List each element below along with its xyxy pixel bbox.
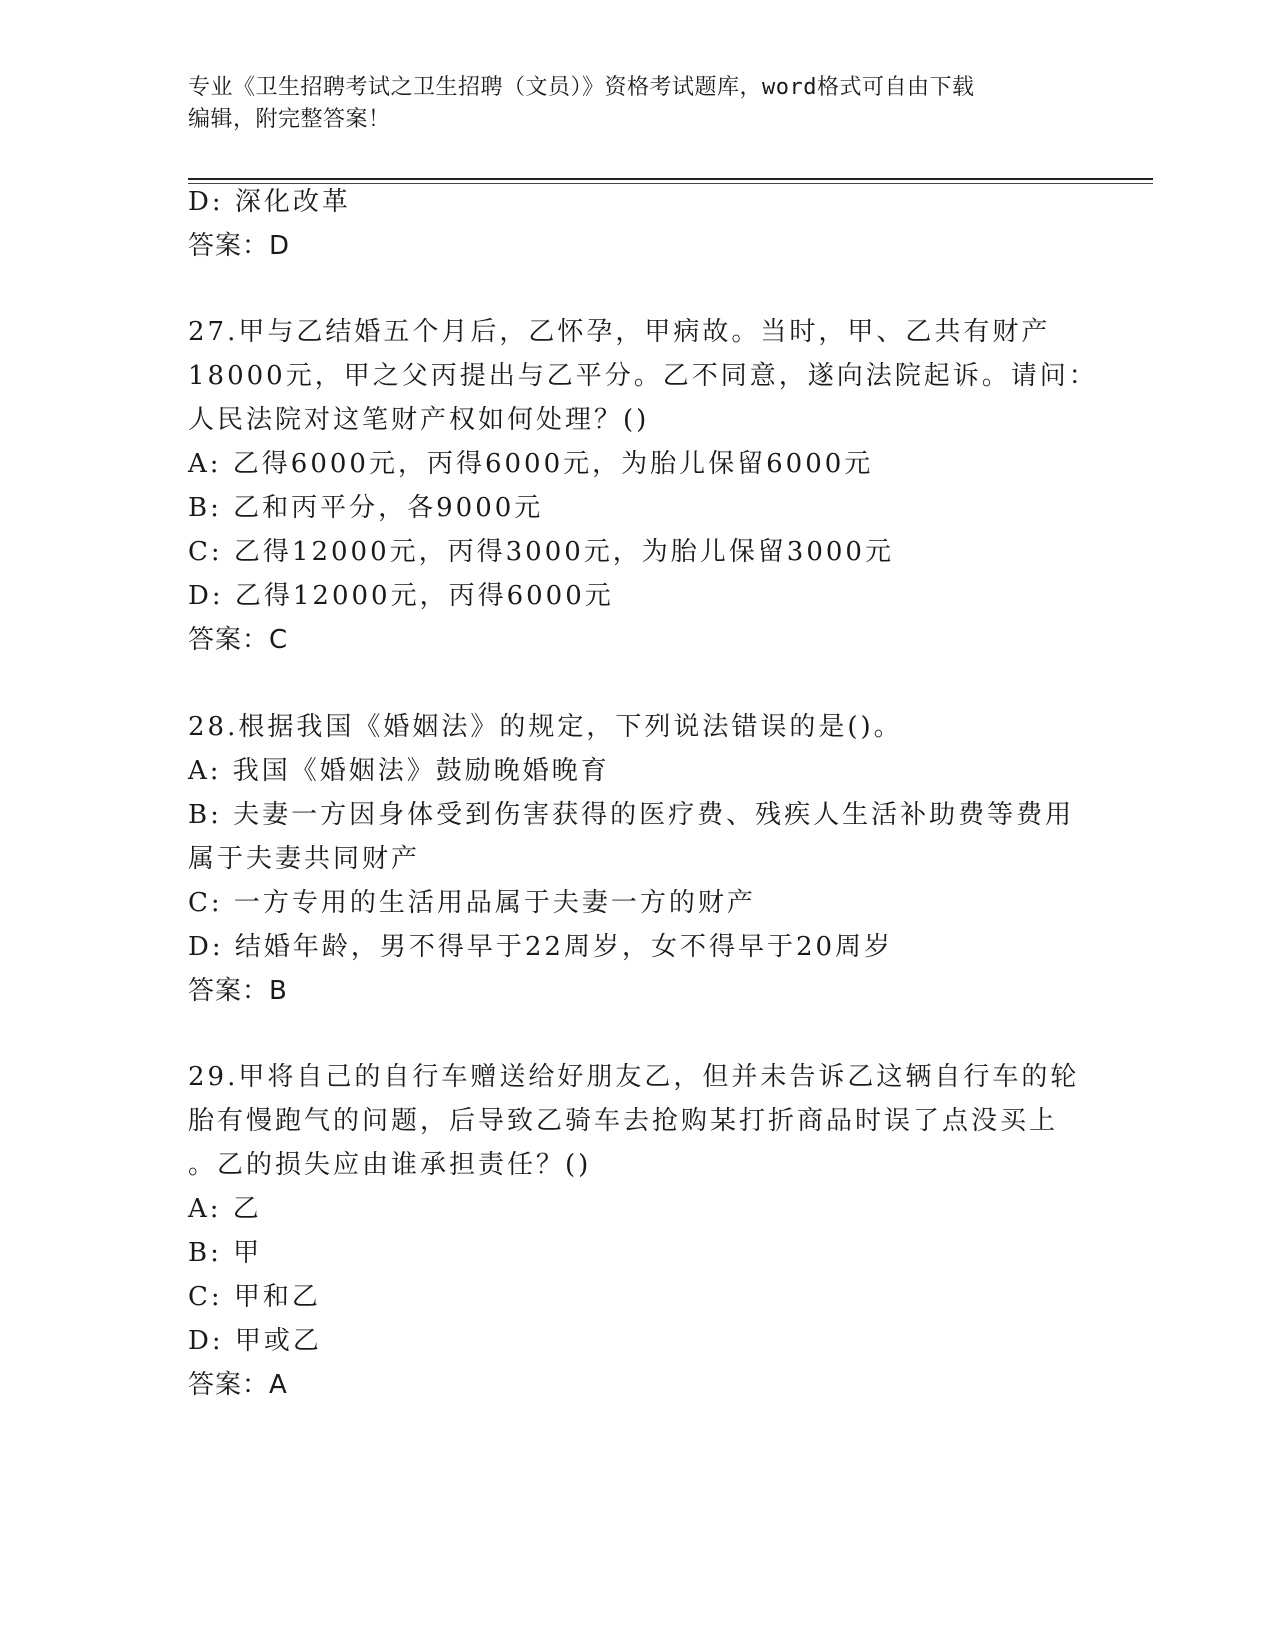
q27-stem-line-1: 27.甲与乙结婚五个月后，乙怀孕，甲病故。当时，甲、乙共有财产 xyxy=(188,317,1051,347)
q29-stem-line-2: 胎有慢跑气的问题，后导致乙骑车去抢购某打折商品时误了点没买上 xyxy=(188,1106,1059,1136)
q28-option-a: A: 我国《婚姻法》鼓励晚婚晚育 xyxy=(188,756,610,786)
q27-option-a: A: 乙得6000元，丙得6000元，为胎儿保留6000元 xyxy=(188,449,874,479)
q28-option-c: C: 一方专用的生活用品属于夫妻一方的财产 xyxy=(188,888,756,918)
q28-stem-line-1: 28.根据我国《婚姻法》的规定，下列说法错误的是()。 xyxy=(188,712,903,742)
prev-answer: 答案：D xyxy=(188,231,291,261)
q28-option-d: D: 结婚年龄，男不得早于22周岁，女不得早于20周岁 xyxy=(188,932,894,962)
q29-option-d: D: 甲或乙 xyxy=(188,1326,322,1356)
q28-option-b-cont: 属于夫妻共同财产 xyxy=(188,844,421,874)
q29-option-c: C: 甲和乙 xyxy=(188,1282,321,1312)
q27-answer: 答案：C xyxy=(188,625,289,655)
q29-option-a: A: 乙 xyxy=(188,1194,262,1224)
prev-option-d: D: 深化改革 xyxy=(188,187,351,217)
header-line-2: 编辑，附完整答案！ xyxy=(188,107,391,132)
q28-answer: 答案：B xyxy=(188,976,288,1006)
q29-option-b: B: 甲 xyxy=(188,1238,263,1268)
q27-option-b: B: 乙和丙平分，各9000元 xyxy=(188,493,544,523)
q29-answer: 答案：A xyxy=(188,1370,288,1400)
header-line-1: 专业《卫生招聘考试之卫生招聘（文员）》资格考试题库，word格式可自由下载 xyxy=(188,75,975,100)
q29-stem-line-1: 29.甲将自己的自行车赠送给好朋友乙，但并未告诉乙这辆自行车的轮 xyxy=(188,1062,1080,1092)
q27-stem-line-2: 18000元，甲之父丙提出与乙平分。乙不同意，遂向法院起诉。请问： xyxy=(188,361,1098,391)
q27-option-c: C: 乙得12000元，丙得3000元，为胎儿保留3000元 xyxy=(188,537,894,567)
q27-stem-line-3: 人民法院对这笔财产权如何处理？() xyxy=(188,405,650,435)
document-header xyxy=(188,72,1068,136)
q28-option-b: B: 夫妻一方因身体受到伤害获得的医疗费、残疾人生活补助费等费用 xyxy=(188,800,1075,830)
q29-stem-line-3: 。乙的损失应由谁承担责任？() xyxy=(188,1150,592,1180)
q27-option-d: D: 乙得12000元，丙得6000元 xyxy=(188,581,614,611)
